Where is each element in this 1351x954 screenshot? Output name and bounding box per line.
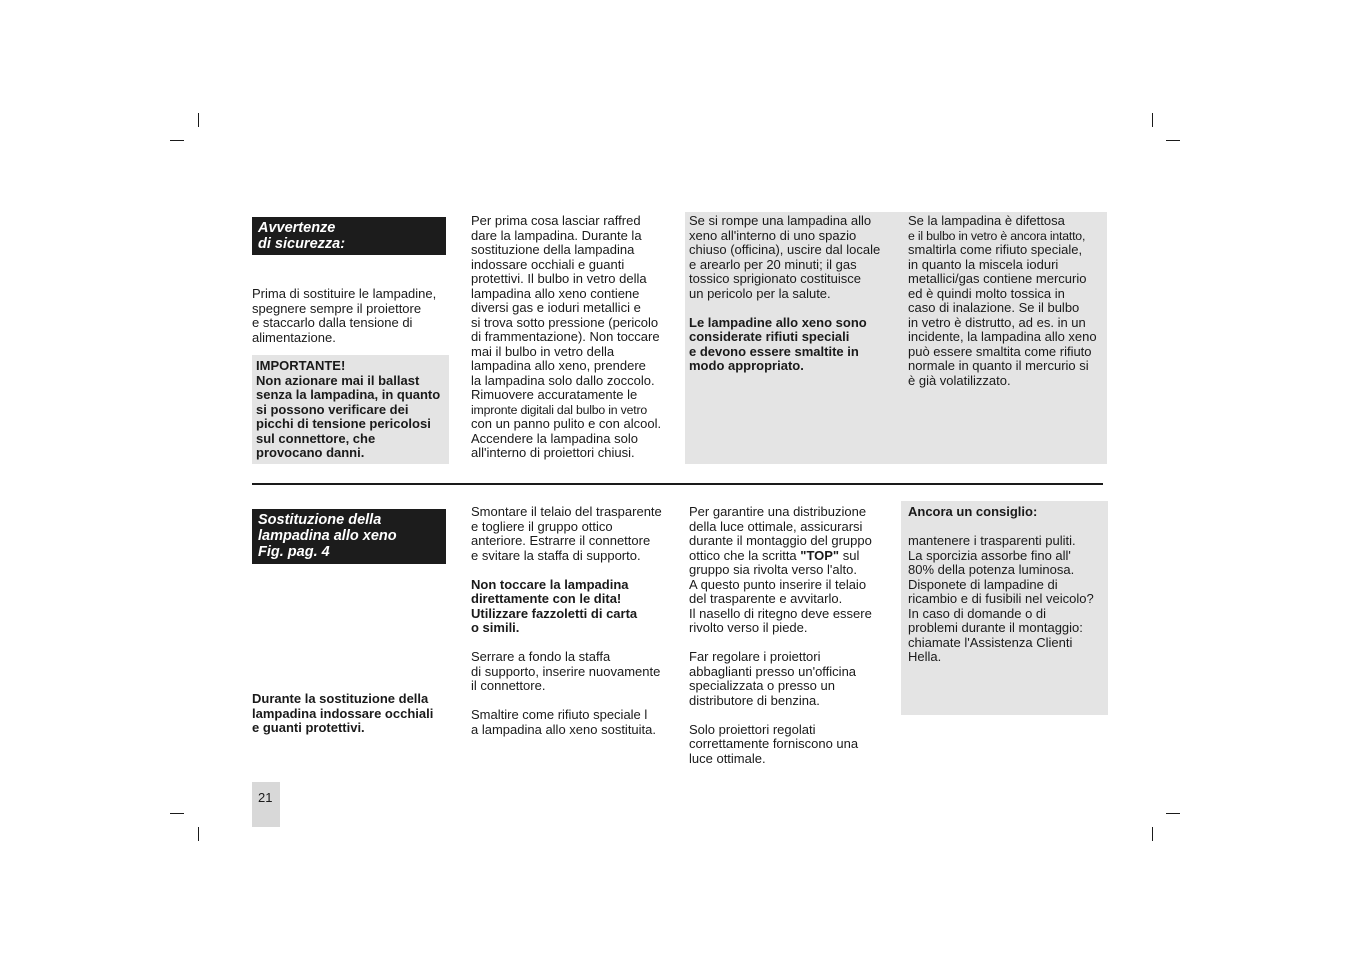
text-line: e togliere il gruppo ottico (471, 518, 613, 534)
text-line: incidente, la lampadina allo xeno (908, 329, 1097, 344)
text-line: tossico sprigionato costituisce (689, 271, 861, 286)
text-line: a lampadina allo xeno sostituita. (471, 721, 657, 737)
crop-mark (198, 113, 199, 127)
text-line: Prima di sostituire le lampadine, (252, 286, 437, 301)
text-line: direttamente con le dita! (471, 591, 622, 606)
text-line: gruppo sia rivolta verso l'alto. (689, 562, 857, 577)
tip-title: Ancora un consiglio: (908, 504, 1038, 519)
heading-line: Sostituzione della (258, 512, 382, 528)
heading-line: Avvertenze (258, 220, 336, 236)
text-line: diversi gas e ioduri metallici e (471, 300, 641, 315)
text-line: è già volatilizzato. (908, 372, 1011, 388)
text-line: A questo punto inserire il telaio (689, 576, 867, 592)
text-line: Per prima cosa lasciar raffred (471, 213, 641, 228)
text-line: Disponete di lampadine di (908, 576, 1058, 592)
text-line (689, 549, 894, 564)
crop-mark (1152, 827, 1153, 841)
text-fragment: ottico che la scritta (689, 547, 801, 563)
text-line: Smontare il telaio del trasparente (471, 504, 662, 519)
text-line: Solo proiettori regolati (689, 721, 816, 737)
text-line: La sporcizia assorbe fino all' (908, 547, 1071, 563)
text-line: specializzata o presso un (689, 678, 835, 693)
safety-column-2 (471, 214, 676, 461)
text-line: e svitare la staffa di supporto. (471, 547, 641, 563)
text-line: In caso di domande o di (908, 605, 1047, 621)
section-heading-safety (252, 217, 446, 255)
crop-mark (170, 140, 184, 141)
text-line: Hella. (908, 649, 942, 664)
text-line: ricambio e di fusibili nel veicolo? (908, 591, 1094, 606)
text-line: smaltirla come rifiuto speciale, (908, 242, 1083, 257)
tip-column (908, 505, 1106, 665)
text-line: alimentazione. (252, 329, 336, 345)
safety-intro (252, 287, 452, 345)
text-line: e devono essere smaltite in (689, 343, 859, 359)
text-line: si trova sotto pressione (pericolo (471, 314, 659, 330)
replacement-column-2 (471, 505, 676, 737)
text-line: impronte digitali dal bulbo in vetro (471, 402, 647, 417)
important-text (256, 359, 448, 461)
text-line: mai il bulbo in vetro della (471, 343, 615, 359)
heading-line: lampadina allo xeno (258, 528, 397, 544)
text-line: problemi durante il montaggio: (908, 620, 1083, 635)
text-line: all'interno di proiettori chiusi. (471, 445, 635, 460)
text-line: lampadina indossare occhiali (252, 705, 434, 721)
text-line: Far regolare i proiettori (689, 649, 821, 664)
crop-mark (1166, 813, 1180, 814)
text-line: Durante la sostituzione della (252, 691, 429, 706)
text-line: di frammentazione). Non toccare (471, 329, 660, 344)
text-line: provocano danni. (256, 445, 365, 460)
text-line: la lampadina solo dallo zoccolo. (471, 372, 655, 388)
text-line: picchi di tensione pericolosi (256, 416, 431, 431)
text-line: Rimuovere accuratamente le (471, 387, 638, 402)
replacement-column-3 (689, 505, 894, 766)
crop-mark (1166, 140, 1180, 141)
crop-mark (170, 813, 184, 814)
text-line: Serrare a fondo la staffa (471, 649, 611, 664)
text-line: con un panno pulito e con alcool. (471, 416, 662, 431)
text-line: Smaltire come rifiuto speciale l (471, 707, 648, 722)
text-line: senza la lampadina, in quanto (256, 387, 441, 402)
text-line: Non toccare la lampadina (471, 576, 629, 592)
important-title: IMPORTANTE! (256, 358, 346, 373)
page-number: 21 (252, 782, 280, 827)
section-divider (252, 483, 1103, 485)
text-line: modo appropriato. (689, 358, 804, 373)
text-line: Il nasello di ritegno deve essere (689, 605, 872, 621)
text-line: metallici/gas contiene mercurio (908, 271, 1087, 286)
text-line: lampadina allo xeno, prendere (471, 358, 646, 373)
text-line: Accendere la lampadina solo (471, 430, 638, 446)
text-line: Le lampadine allo xeno sono (689, 314, 867, 330)
text-line: 80% della potenza luminosa. (908, 562, 1075, 577)
safety-column-4 (908, 214, 1104, 388)
text-line: del trasparente e avvitarlo. (689, 591, 843, 606)
text-line: mantenere i trasparenti puliti. (908, 533, 1076, 548)
safety-column-3 (689, 214, 897, 374)
text-line: spegnere sempre il proiettore (252, 300, 422, 316)
text-line: dare la lampadina. Durante la (471, 227, 642, 243)
text-line: il connettore. (471, 678, 546, 693)
text-line: chiamate l'Assistenza Clienti (908, 634, 1073, 650)
text-line: in quanto la miscela ioduri (908, 256, 1059, 272)
text-line: si possono verificare dei (256, 401, 409, 417)
protective-note (252, 692, 452, 736)
text-line: sul connettore, che (256, 430, 376, 446)
text-line: rivolto verso il piede. (689, 620, 808, 635)
crop-mark (1152, 113, 1153, 127)
text-line: in vetro è distrutto, ad es. in un (908, 314, 1086, 330)
text-fragment: sul (839, 547, 860, 563)
text-line: considerate rifiuti speciali (689, 329, 850, 344)
text-line: Se la lampadina è difettosa (908, 213, 1065, 228)
text-line: ed è quindi molto tossica in (908, 285, 1065, 301)
text-line: normale in quanto il mercurio si (908, 358, 1089, 373)
text-line: chiuso (officina), uscire dal locale (689, 242, 881, 257)
section-heading-replacement (252, 509, 446, 564)
text-line: distributore di benzina. (689, 692, 820, 708)
heading-line: di sicurezza: (258, 236, 346, 252)
text-line: protettivi. Il bulbo in vetro della (471, 271, 647, 286)
text-line: lampadina allo xeno contiene (471, 285, 640, 301)
text-line: può essere smaltita come rifiuto (908, 343, 1092, 359)
text-line: caso di inalazione. Se il bulbo (908, 300, 1080, 315)
text-line: xeno all'interno di uno spazio (689, 227, 857, 243)
text-line: e il bulbo in vetro è ancora intatto, (908, 228, 1086, 243)
text-line: durante il montaggio del gruppo (689, 533, 872, 548)
text-line: indossare occhiali e guanti (471, 256, 625, 272)
text-line: e guanti protettivi. (252, 720, 365, 735)
text-line: anteriore. Estrarre il connettore (471, 533, 651, 548)
text-line: e staccarlo dalla tensione di (252, 315, 413, 330)
text-line: Utilizzare fazzoletti di carta (471, 605, 638, 621)
text-line: un pericolo per la salute. (689, 285, 831, 301)
top-label: "TOP" (800, 547, 840, 563)
text-line: o simili. (471, 620, 520, 635)
text-line: sostituzione della lampadina (471, 242, 635, 257)
text-line: e arearlo per 20 minuti; il gas (689, 256, 857, 272)
text-line: correttamente forniscono una (689, 736, 859, 751)
text-line: Se si rompe una lampadina allo (689, 213, 872, 228)
text-line: di supporto, inserire nuovamente (471, 663, 661, 679)
text-line: della luce ottimale, assicurarsi (689, 518, 863, 534)
text-line: Non azionare mai il ballast (256, 372, 420, 388)
text-line: Per garantire una distribuzione (689, 504, 867, 519)
crop-mark (198, 827, 199, 841)
text-line: luce ottimale. (689, 750, 766, 766)
heading-line: Fig. pag. 4 (258, 544, 330, 560)
text-line: abbaglianti presso un'officina (689, 663, 857, 679)
